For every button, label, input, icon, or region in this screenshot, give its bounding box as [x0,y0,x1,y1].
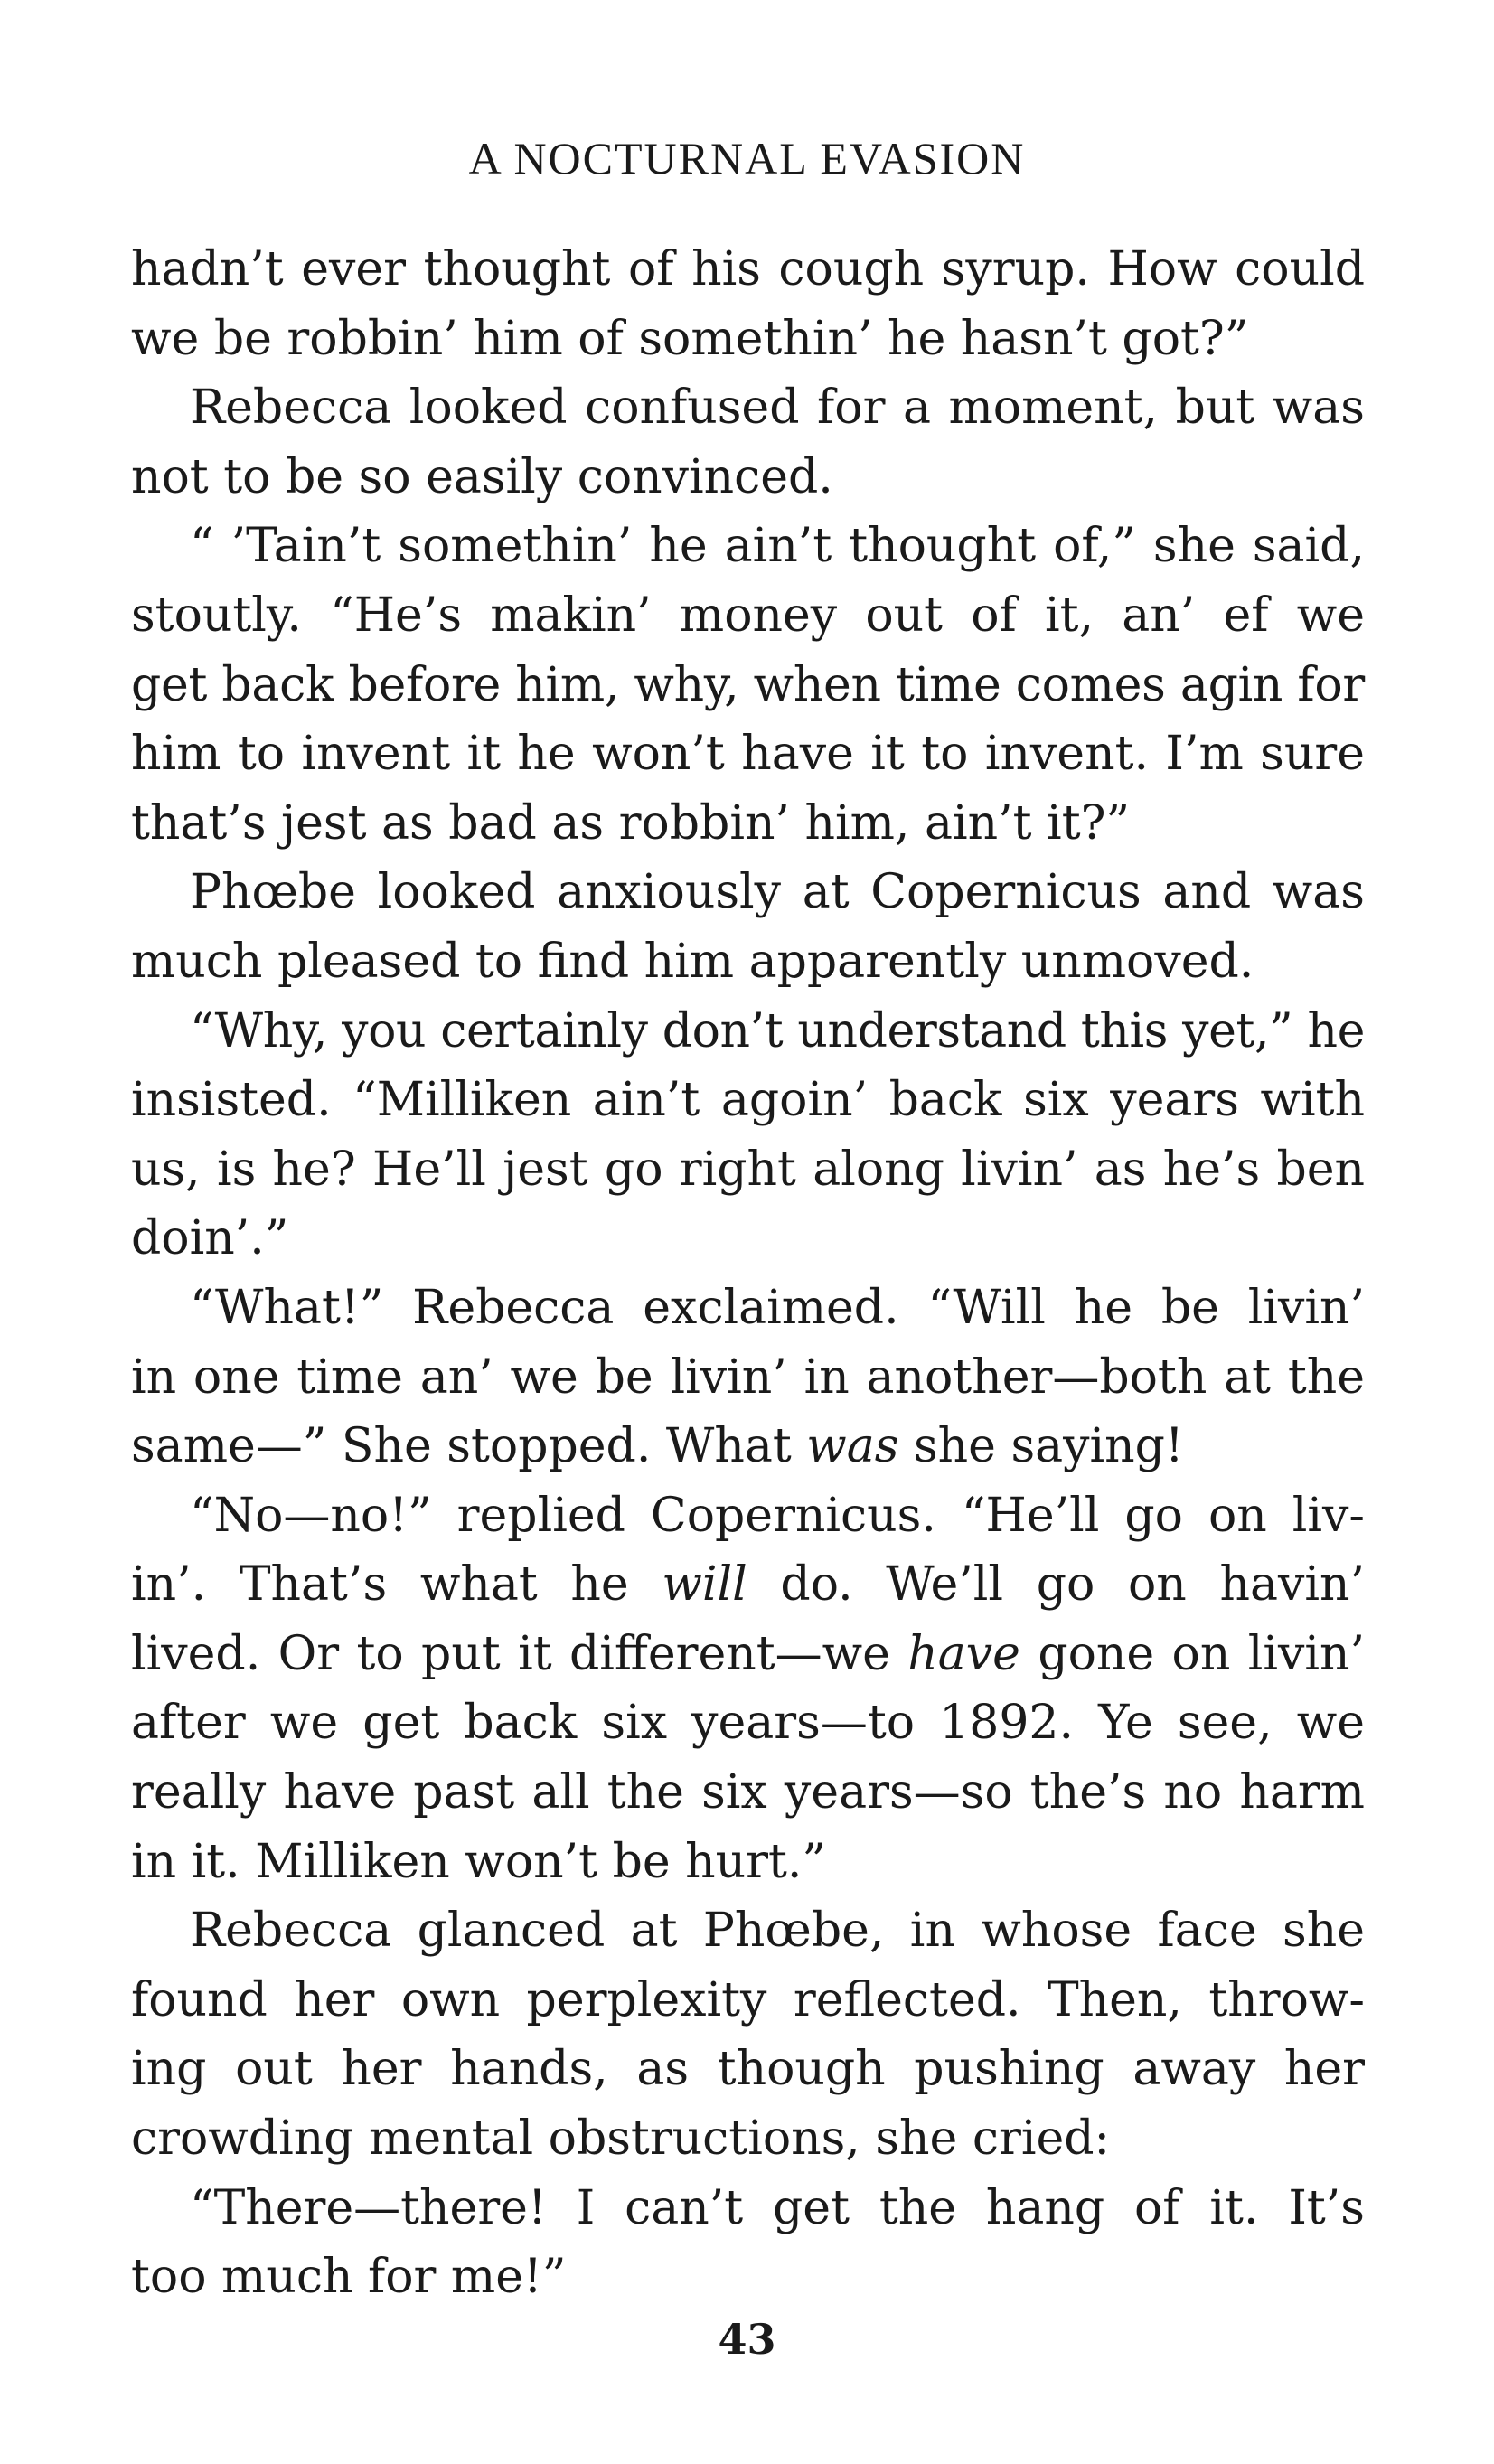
text-line: “There—there! I can’t get the hang of it. It’s [190,2180,1365,2235]
text-line: really have past all the six years—so the’s no harm [131,1765,1365,1820]
text-line: that’s jest as bad as robbin’ him, ain’t it?” [131,795,1131,851]
text-line: found her own perplexity reflected. Then, throw- [131,1972,1365,2027]
text-line: “Why, you certainly don’t understand this yet,” he [190,1003,1365,1058]
body-text [131,235,1365,2312]
text-line: in it. Milliken won’t be hurt.” [131,1834,827,1889]
text-line: same—” She stopped. What was she saying! [131,1419,1184,1474]
emphasis: will [662,1557,747,1613]
text-line: hadn’t ever thought of his cough syrup. How could [131,242,1365,296]
text-line: “What!” Rebecca exclaimed. “Will he be livin’ [190,1280,1365,1335]
text-line: Phœbe looked anxiously at Copernicus and was [190,865,1365,920]
text-line: him to invent it he won’t have it to invent. I’m sure [131,727,1365,782]
text-line: in one time an’ we be livin’ in another—both at the [131,1350,1365,1405]
text-line: Rebecca looked confused for a moment, but was [190,381,1365,436]
text-line: lived. Or to put it different—we have gone on livin’ [131,1626,1366,1681]
emphasis: have [907,1626,1020,1681]
text-line: “No—no!” replied Copernicus. “He’ll go on liv- [190,1488,1365,1543]
text-line: after we get back six years—to 1892. Ye see, we [131,1696,1365,1751]
text-line: stoutly. “He’s makin’ money out of it, an’ ef we [131,588,1365,643]
text-line: crowding mental obstructions, she cried: [131,2111,1111,2167]
text-line: much pleased to find him apparently unmoved. [131,934,1254,989]
text-line: ing out her hands, as though pushing away her [131,2042,1365,2097]
text-line: too much for me!” [131,2250,567,2305]
text-line: get back before him, why, when time comes agin for [131,657,1365,712]
text-line: “ ’Tain’t somethin’ he ain’t thought of,” she said, [190,519,1365,574]
emphasis: was [806,1419,899,1474]
text-line: doin’.” [131,1211,289,1266]
text-line: we be robbin’ him of somethin’ he hasn’t got?” [131,311,1249,366]
text-line: insisted. “Milliken ain’t agoin’ back six years with [131,1073,1365,1128]
text-line: in’. That’s what he will do. We’ll go on havin’ [131,1557,1365,1613]
text-line: not to be so easily convinced. [131,449,833,504]
running-title: A NOCTURNAL EVASION [468,133,1026,183]
text-line: us, is he? He’ll jest go right along livin’ as he’s ben [131,1142,1365,1197]
text-line: Rebecca glanced at Phœbe, in whose face she [190,1904,1365,1959]
page-number: 43 [718,2315,776,2364]
